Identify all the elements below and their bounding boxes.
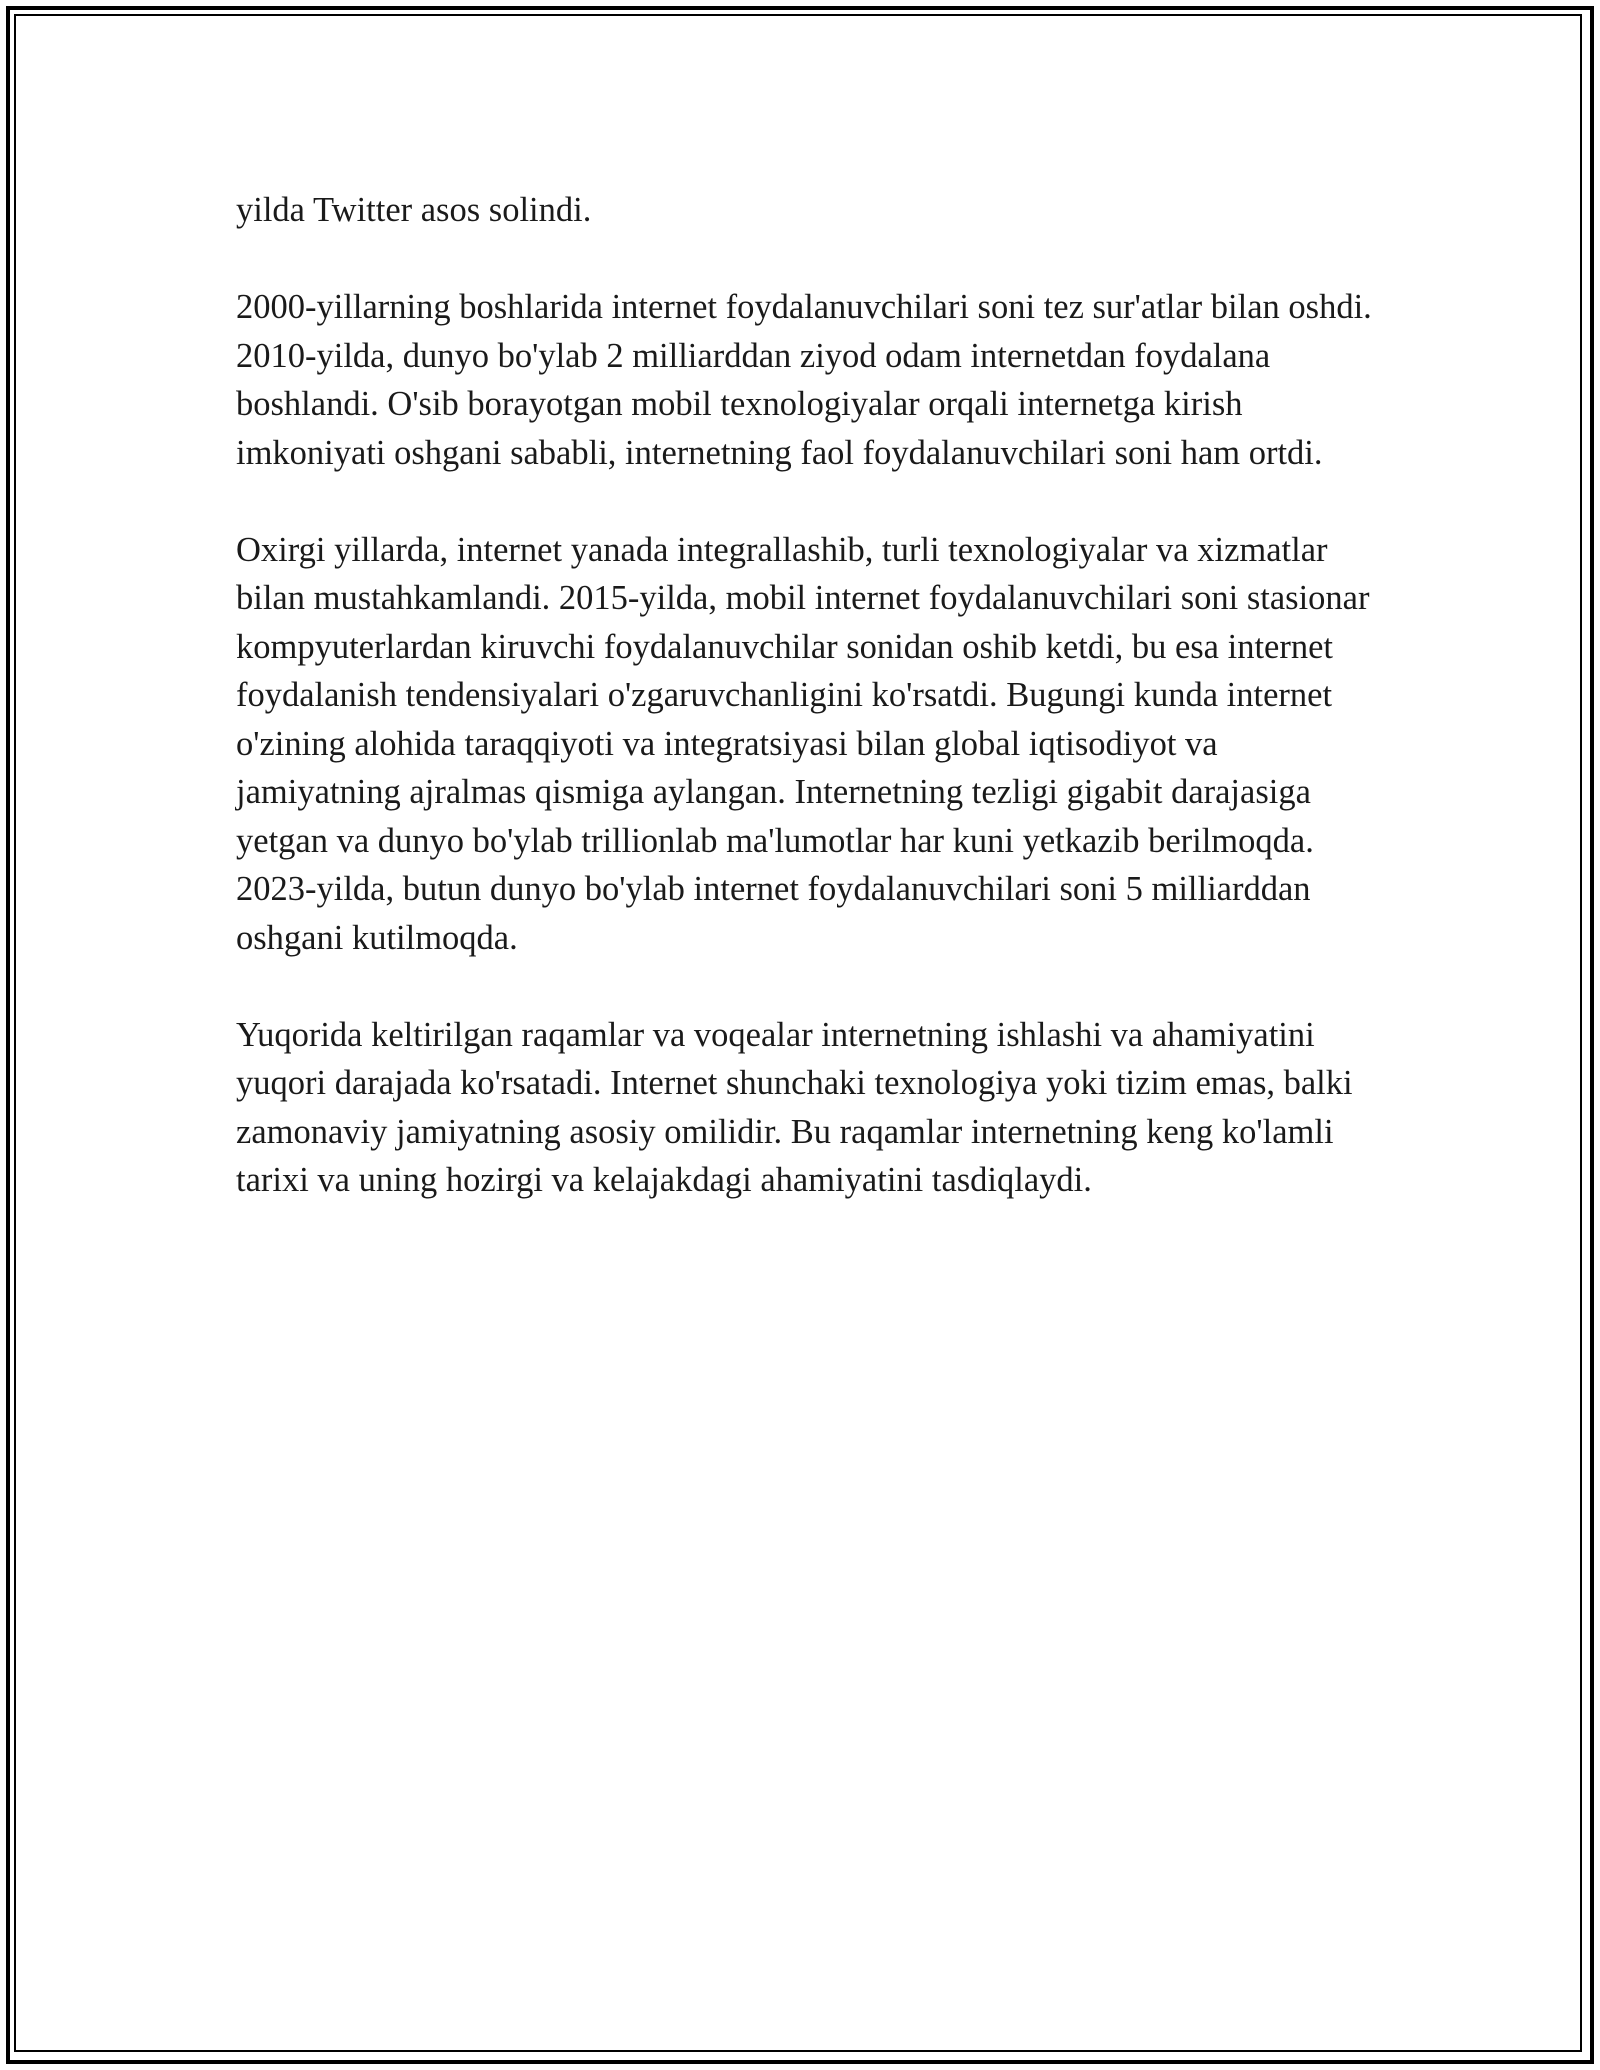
paragraph-1: yilda Twitter asos solindi.: [236, 191, 592, 229]
paragraph-3: Oxirgi yillarda, internet yanada integrallashib, turli texnologiyalar va xizmatlar bilan mustahkamlandi. 2015-yilda, mobil internet foydalanuvchilari soni stasionar kompyuterlardan kiruvchi foydalanuvchilar sonidan oshib ketdi, bu esa internet foydalanish tendensiyalari o'zgaruvchanligini ko'rsatdi. Bugungi kunda internet o'zining alohida taraqqiyoti va integratsiyasi bilan global iqtisodiyot va jamiyatning ajralmas qismiga aylangan. Internetning tezligi gigabit darajasiga yetgan va dunyo bo'ylab trillionlab ma'lumotlar har kuni yetkazib berilmoqda. 2023-yilda, butun dunyo bo'ylab internet foydalanuvchilari soni 5 milliarddan oshgani kutilmoqda.: [236, 530, 1370, 957]
paragraph-4: Yuqorida keltirilgan raqamlar va voqealar internetning ishlashi va ahamiyatini yuqori darajada ko'rsatadi. Internet shunchaki texnologiya yoki tizim emas, balki zamonaviy jamiyatning asosiy omilidir. Bu raqamlar internetning keng ko'lamli tarixi va uning hozirgi va kelajakdagi ahamiyatini tasdiqlaydi.: [236, 1015, 1353, 1199]
paragraph-2: 2000-yillarning boshlarida internet foydalanuvchilari soni tez sur'atlar bilan oshdi. 2010-yilda, dunyo bo'ylab 2 milliarddan ziyod odam internetdan foydalana boshlandi. O'sib borayotgan mobil texnologiyalar orqali internetga kirish imkoniyati oshgani sababli, internetning faol foydalanuvchilari soni ham ortdi.: [236, 288, 1372, 472]
document-body: [236, 186, 1376, 1253]
